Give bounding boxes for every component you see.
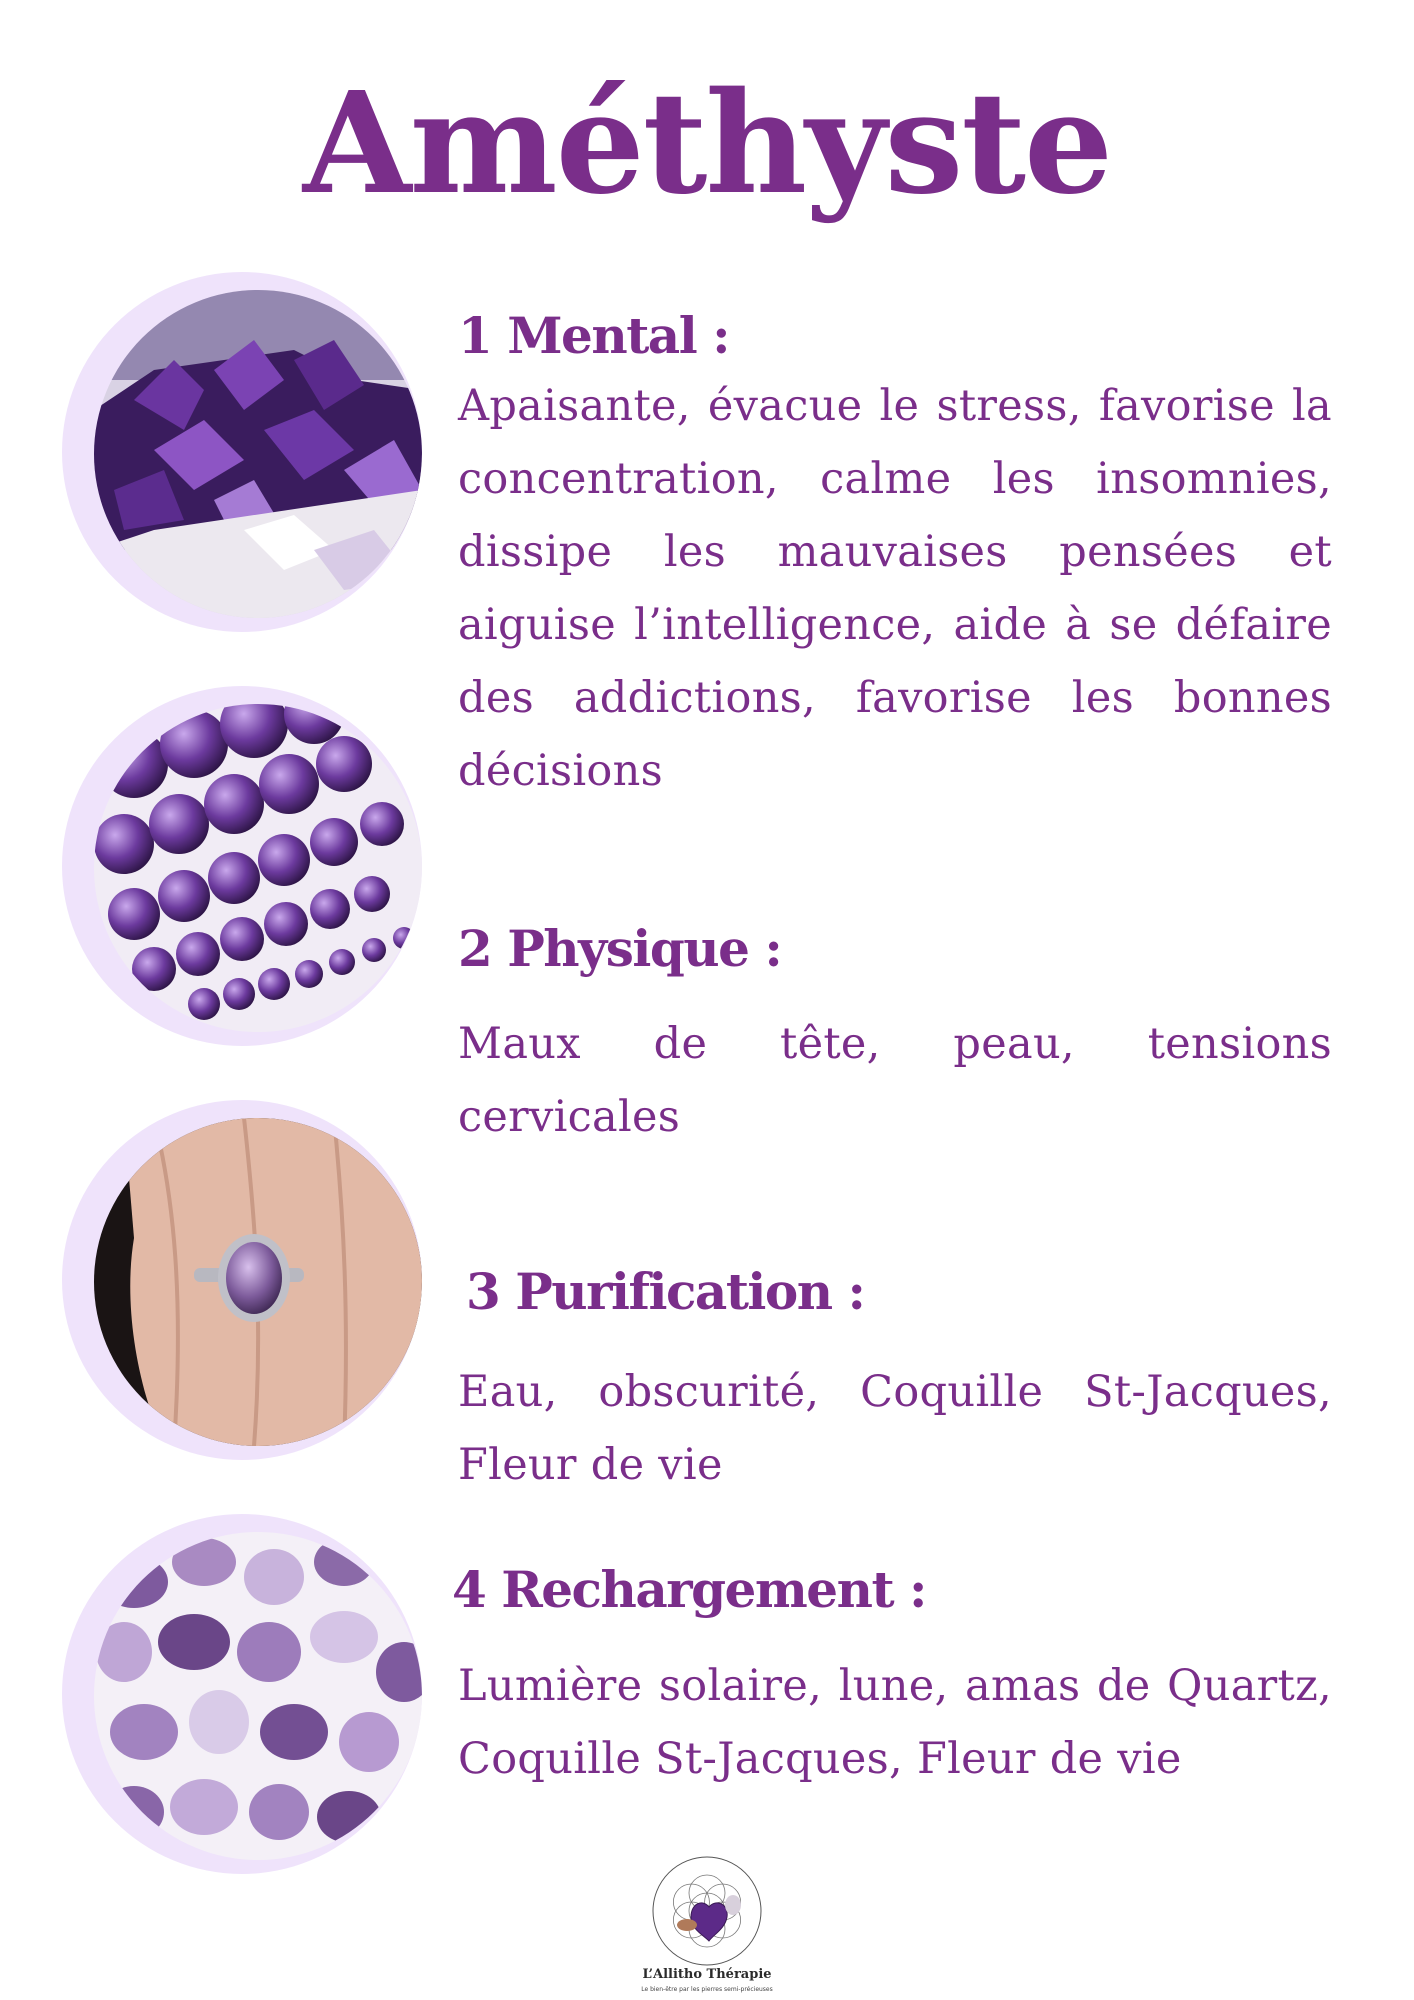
amethyst-tumbled-stones-image — [62, 1514, 422, 1874]
brand-tagline: Le bien-être par les pierres semi-précieuses — [641, 1986, 773, 1993]
section-text-purification: Eau, obscurité, Coquille St-Jacques, Fleur de vie — [458, 1367, 1332, 1490]
section-heading-purification: 3 Purification : — [466, 1262, 865, 1321]
section-text-mental: Apaisante, évacue le stress, favorise la concentration, calme les insomnies, dissipe les mauvaises pensées et aiguise l’intelligence, aide à se défaire des addictions, favorise les bonnes décisions — [458, 381, 1332, 796]
section-text-physique: Maux de tête, peau, tensions cervicales — [458, 1019, 1332, 1142]
section-heading-rechargement: 4 Rechargement : — [452, 1560, 926, 1619]
brand-name: L’Allitho Thérapie — [642, 1967, 772, 1982]
section-heading-mental: 1 Mental : — [458, 306, 730, 365]
amethyst-beads-image — [62, 686, 422, 1046]
amethyst-geode-image — [62, 272, 422, 632]
section-heading-physique: 2 Physique : — [458, 919, 782, 978]
flower-of-life-logo-icon — [651, 1855, 763, 1967]
page-title: Améthyste — [302, 62, 1112, 226]
amethyst-ring-image — [62, 1100, 422, 1460]
section-text-rechargement: Lumière solaire, lune, amas de Quartz, Coquille St-Jacques, Fleur de vie — [458, 1661, 1332, 1784]
